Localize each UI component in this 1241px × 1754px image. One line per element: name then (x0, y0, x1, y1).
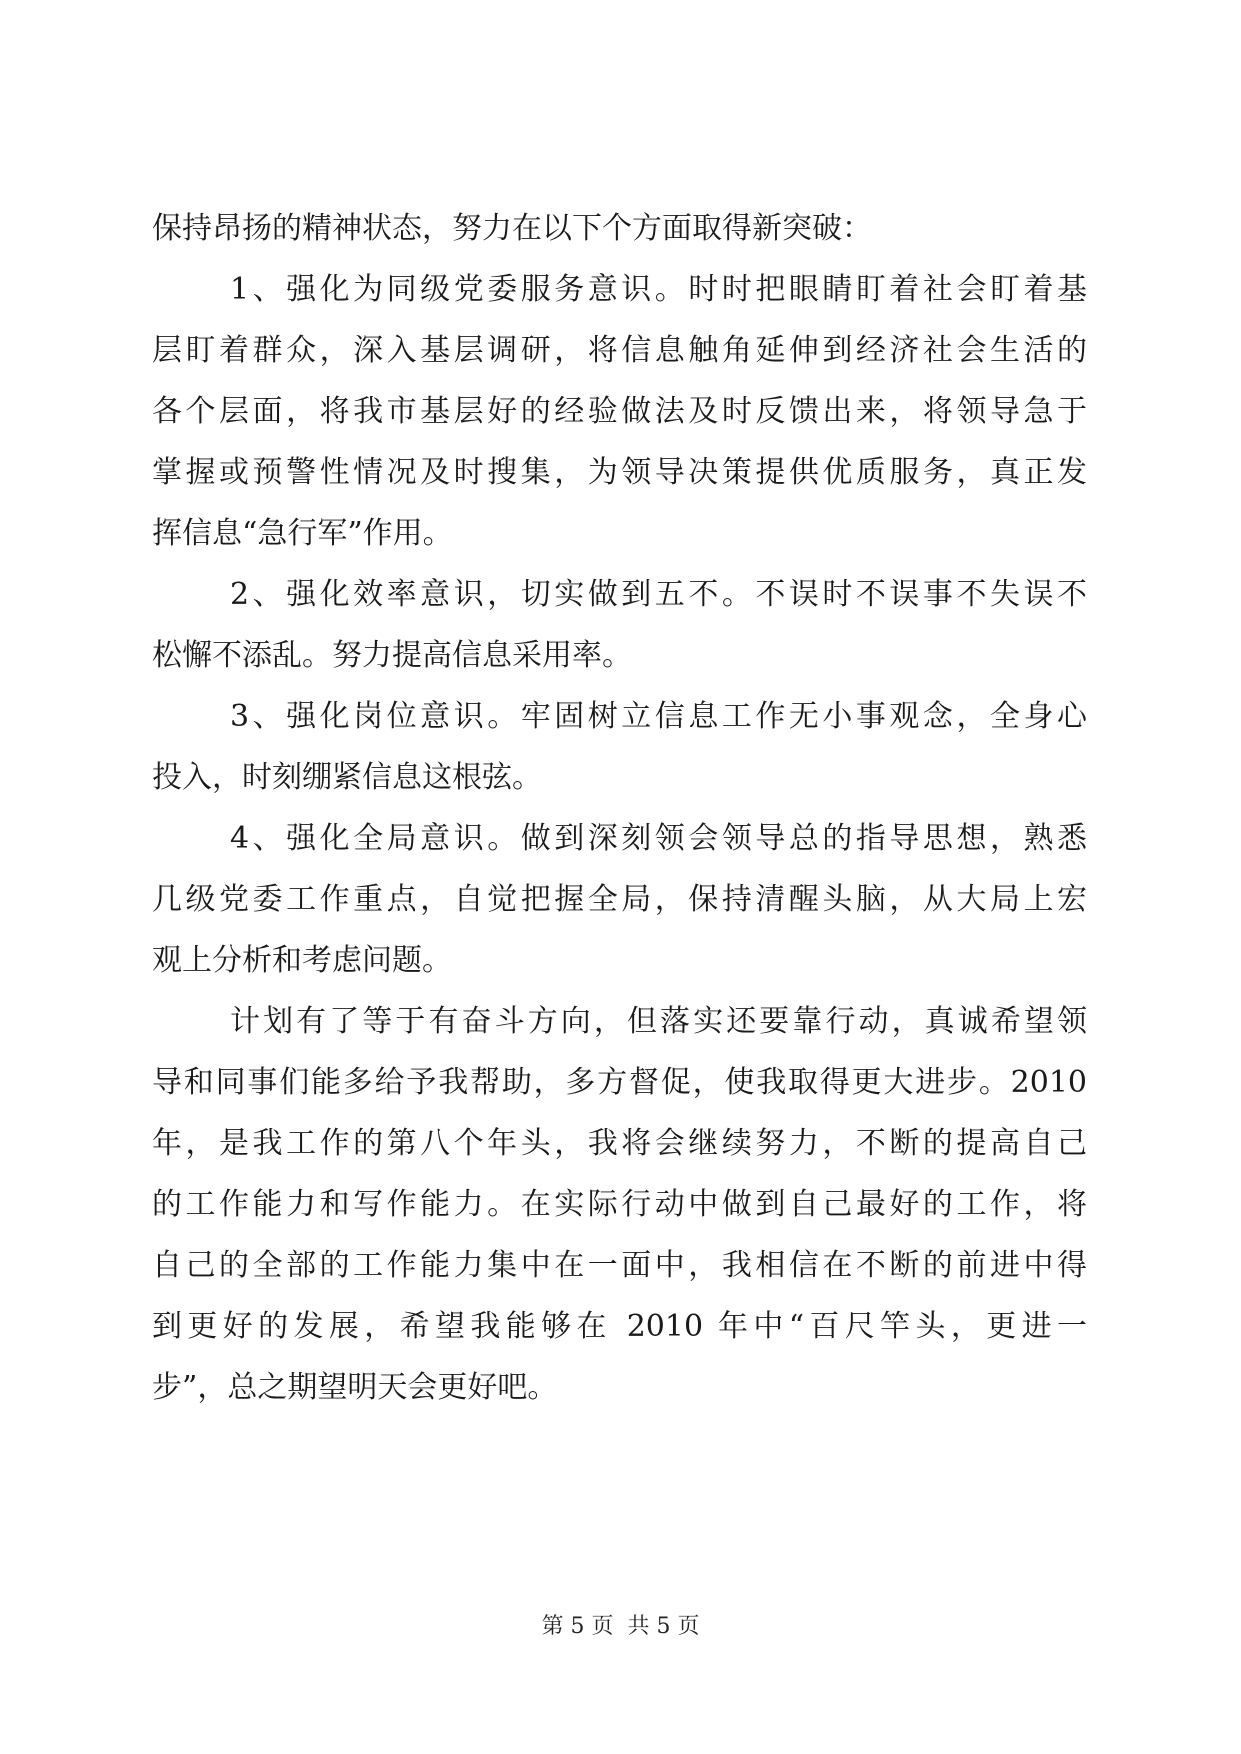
page-total: 共 5 页 (627, 1614, 700, 1639)
text-line: 4、强化全局意识。做到深刻领会领导总的指导思想，熟悉 (230, 821, 1087, 856)
paragraph-item-2 (152, 564, 1087, 686)
text-line: 1、强化为同级党委服务意识。时时把眼睛盯着社会盯着基 (230, 272, 1087, 307)
page-number: 第 5 页 (541, 1614, 614, 1639)
text-line: 保持昂扬的精神状态，努力在以下个方面取得新突破： (152, 211, 872, 246)
text-line: 挥信息“急行军”作用。 (152, 516, 453, 551)
text-line: 层盯着群众，深入基层调研，将信息触角延伸到经济社会生活的 (152, 333, 1087, 368)
text-line: 自己的全部的工作能力集中在一面中，我相信在不断的前进中得 (152, 1248, 1087, 1283)
text-line: 2、强化效率意识，切实做到五不。不误时不误事不失误不 (230, 577, 1087, 612)
document-body (152, 198, 1087, 1418)
text-line: 步”，总之期望明天会更好吧。 (152, 1370, 558, 1405)
text-line: 各个层面，将我市基层好的经验做法及时反馈出来，将领导急于 (152, 394, 1087, 429)
page-footer (0, 1612, 1241, 1642)
text-line: 计划有了等于有奋斗方向，但落实还要靠行动，真诚希望领 (230, 1004, 1087, 1039)
paragraph-item-1 (152, 259, 1087, 564)
text-line: 的工作能力和写作能力。在实际行动中做到自己最好的工作，将 (152, 1187, 1087, 1222)
paragraph-intro (152, 198, 1087, 259)
paragraph-closing (152, 991, 1087, 1418)
text-line: 导和同事们能多给予我帮助，多方督促，使我取得更大进步。2010 (152, 1065, 1087, 1100)
text-line: 掌握或预警性情况及时搜集，为领导决策提供优质服务，真正发 (152, 455, 1087, 490)
text-line: 观上分析和考虑问题。 (152, 943, 452, 978)
text-line: 年，是我工作的第八个年头，我将会继续努力，不断的提高自己 (152, 1126, 1087, 1161)
text-line: 投入，时刻绷紧信息这根弦。 (152, 760, 542, 795)
text-line: 到更好的发展，希望我能够在 2010 年中“百尺竿头，更进一 (152, 1309, 1087, 1344)
text-line: 几级党委工作重点，自觉把握全局，保持清醒头脑，从大局上宏 (152, 882, 1087, 917)
paragraph-item-4 (152, 808, 1087, 991)
text-line: 3、强化岗位意识。牢固树立信息工作无小事观念，全身心 (230, 699, 1087, 734)
paragraph-item-3 (152, 686, 1087, 808)
text-line: 松懈不添乱。努力提高信息采用率。 (152, 638, 632, 673)
